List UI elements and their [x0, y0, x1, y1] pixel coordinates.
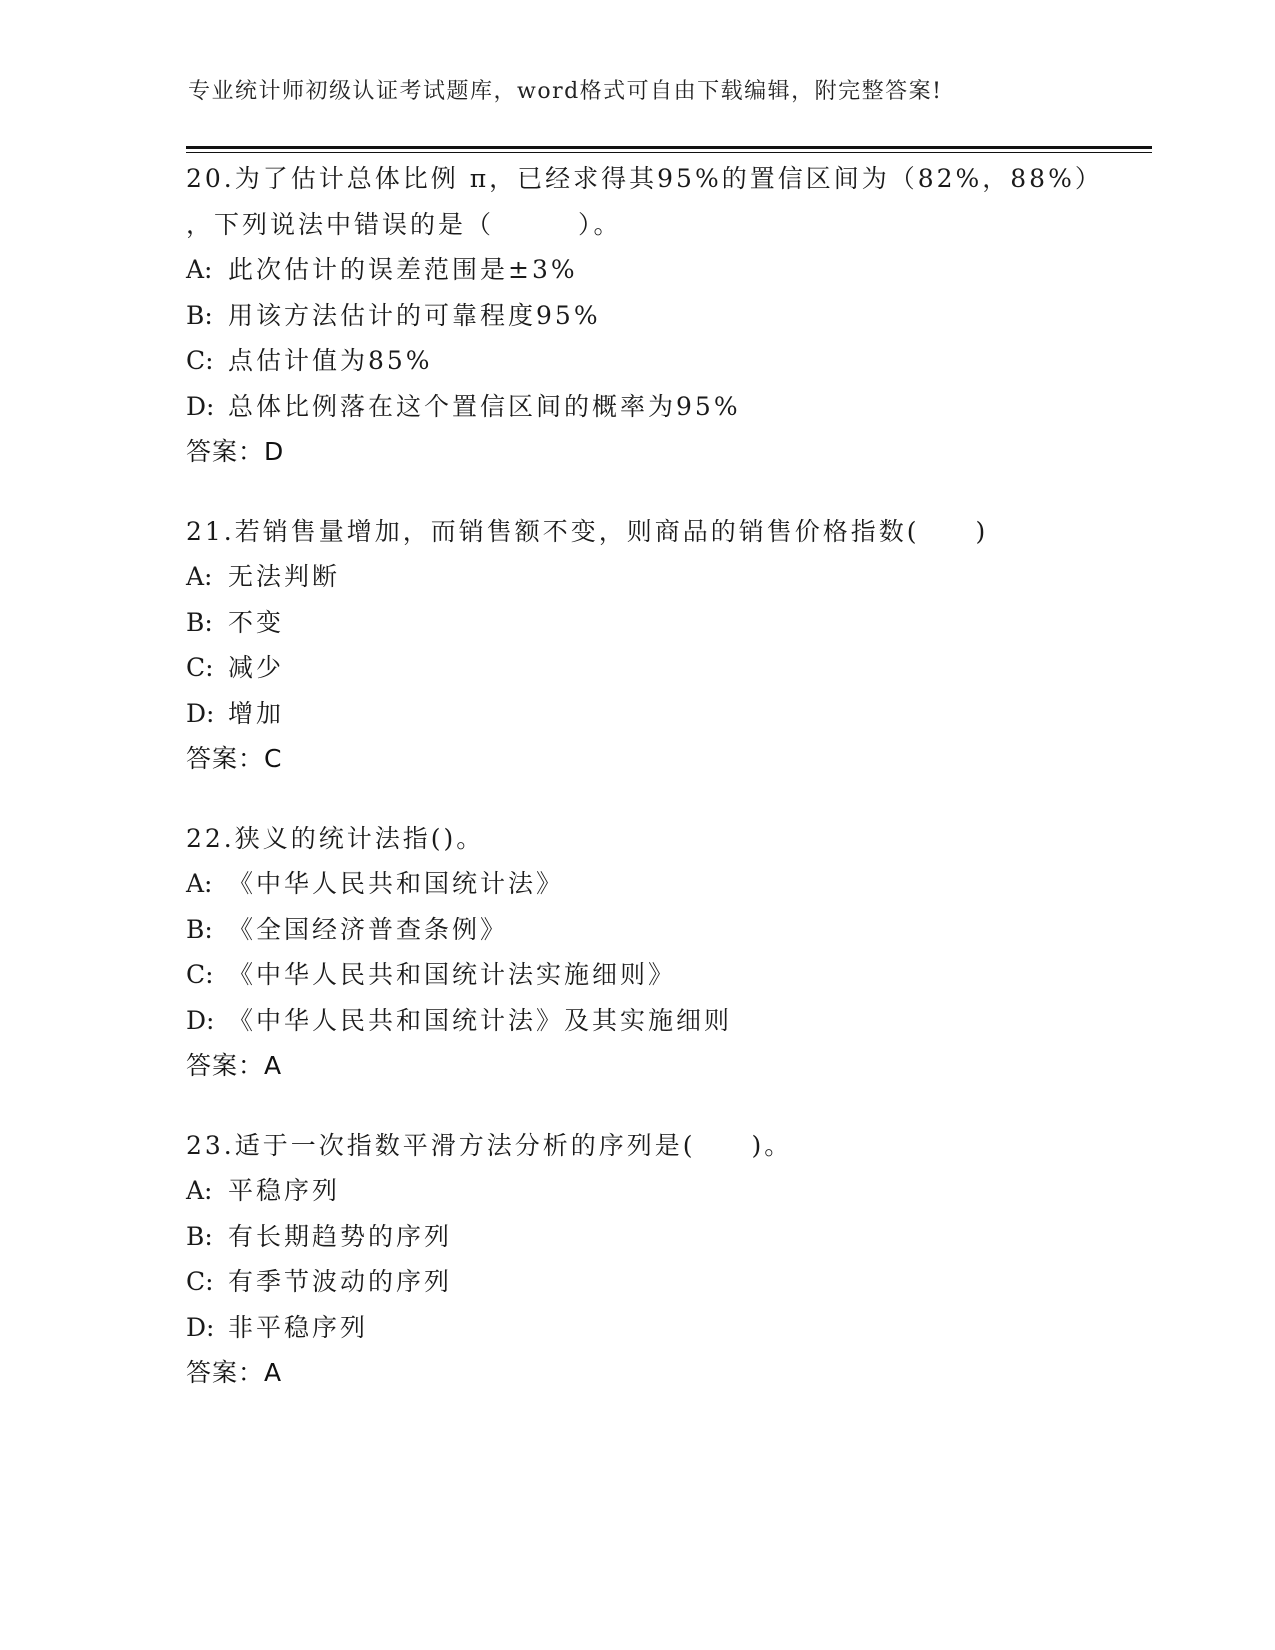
option-text: 《中华人民共和国统计法实施细则》	[228, 960, 677, 989]
option-letter: C:	[186, 346, 214, 375]
question-list	[186, 156, 1146, 1430]
answer-line: 答案：A	[186, 1051, 283, 1080]
option-letter: B:	[186, 607, 213, 637]
question-22	[186, 816, 1146, 1089]
option-a	[186, 554, 1146, 600]
header-divider-thick	[186, 146, 1152, 149]
question-stem: 22.狭义的统计法指()。	[186, 823, 485, 853]
option-text: 用该方法估计的可靠程度95%	[228, 300, 601, 330]
option-text: 增加	[228, 698, 285, 728]
option-d	[186, 1305, 1146, 1351]
option-letter: D:	[186, 1005, 215, 1035]
option-b	[186, 1214, 1146, 1260]
option-b	[186, 293, 1146, 339]
question-stem: 23.适于一次指数平滑方法分析的序列是( )。	[186, 1130, 793, 1160]
option-a	[186, 861, 1146, 907]
page-header: 专业统计师初级认证考试题库，word格式可自由下载编辑，附完整答案!	[188, 79, 943, 104]
option-letter: B:	[186, 300, 213, 330]
option-text: 减少	[228, 653, 285, 682]
header-divider-thin	[186, 152, 1152, 153]
option-text: 不变	[228, 607, 285, 637]
option-letter: A:	[186, 869, 213, 898]
answer-line: 答案：C	[186, 744, 283, 773]
question-stem-continued: ，下列说法中错误的是（ ）。	[186, 209, 622, 239]
question-stem: 21.若销售量增加，而销售额不变，则商品的销售价格指数( )	[186, 516, 989, 546]
option-d	[186, 384, 1146, 430]
option-letter: C:	[186, 1267, 214, 1296]
option-d	[186, 691, 1146, 737]
option-letter: D:	[186, 1312, 215, 1342]
question-23	[186, 1123, 1146, 1396]
option-letter: C:	[186, 653, 214, 682]
option-letter: A:	[186, 562, 213, 591]
option-a	[186, 247, 1146, 293]
option-c	[186, 952, 1146, 998]
answer-line: 答案：A	[186, 1358, 283, 1387]
option-a	[186, 1168, 1146, 1214]
option-b	[186, 600, 1146, 646]
answer-line: 答案：D	[186, 437, 285, 466]
option-letter: A:	[186, 255, 213, 284]
option-letter: D:	[186, 391, 215, 421]
option-c	[186, 645, 1146, 691]
option-text: 《中华人民共和国统计法》及其实施细则	[228, 1005, 733, 1035]
option-letter: B:	[186, 1221, 213, 1251]
option-text: 非平稳序列	[228, 1312, 369, 1342]
question-20	[186, 156, 1146, 475]
option-d	[186, 998, 1146, 1044]
question-stem: 20.为了估计总体比例 π，已经求得其95%的置信区间为（82%，88%）	[186, 164, 1103, 193]
option-letter: D:	[186, 698, 215, 728]
option-text: 平稳序列	[228, 1176, 341, 1205]
option-c	[186, 1259, 1146, 1305]
option-text: 此次估计的误差范围是±3%	[228, 255, 578, 284]
option-text: 《全国经济普查条例》	[228, 914, 509, 944]
option-text: 点估计值为85%	[228, 346, 433, 375]
option-text: 《中华人民共和国统计法》	[228, 869, 565, 898]
question-21	[186, 509, 1146, 782]
option-c	[186, 338, 1146, 384]
option-b	[186, 907, 1146, 953]
option-letter: B:	[186, 914, 213, 944]
option-text: 总体比例落在这个置信区间的概率为95%	[228, 391, 741, 421]
option-text: 有长期趋势的序列	[228, 1221, 453, 1251]
option-letter: C:	[186, 960, 214, 989]
option-letter: A:	[186, 1176, 213, 1205]
option-text: 无法判断	[228, 562, 341, 591]
option-text: 有季节波动的序列	[228, 1267, 453, 1296]
